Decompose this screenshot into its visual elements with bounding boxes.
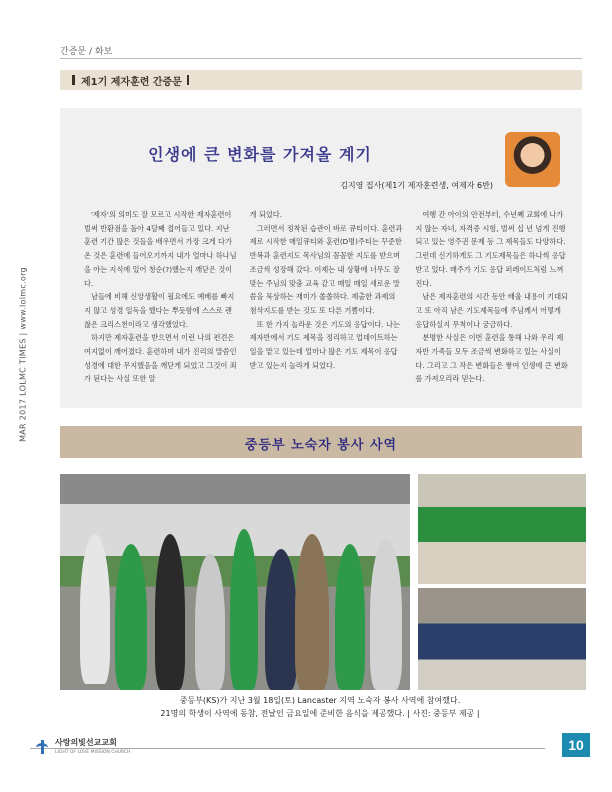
paragraph: 또 한 가지 놀라운 것은 기도의 응답이다. 나는 제자반에서 기도 제목을 정리하고 업데이트하는 일을 맡고 있는데 얼마나 많은 기도 제목이 응답받고 있는지 놀라게 되었다.	[249, 319, 400, 370]
article-column-1	[84, 208, 238, 386]
church-name-korean: 사랑의빛선교교회	[55, 738, 117, 747]
caption-line-2: 21명의 학생이 사역에 동참, 전날인 금요일에 준비한 음식을 제공했다. | 사진: 중등부 제공 |	[160, 709, 480, 718]
page-number-badge: 10	[562, 733, 590, 757]
church-logo-text	[55, 737, 130, 755]
photo-figure	[115, 544, 147, 690]
church-logo	[35, 737, 185, 767]
paragraph: 게 되었다.	[249, 210, 283, 219]
section-heading-bar	[60, 70, 582, 90]
paragraph: 하지만 제자훈련을 받으면서 이런 나의 편견은 여지없이 깨어졌다. 훈련하며 내가 진리의 말씀인 성경에 대한 무지했음을 깨닫게 되었고 그것이 죄가 된다는 사실 또한 알	[84, 333, 237, 384]
photo-figure	[370, 539, 402, 690]
vertical-masthead-text: MAR 2017 LOLMC TIMES | www.lolmc.org	[18, 267, 28, 442]
author-portrait	[505, 132, 560, 187]
photo-figure	[230, 529, 258, 690]
events-title: 중등부 노숙자 봉사 사역	[244, 438, 398, 453]
photo-figure	[195, 554, 225, 690]
header-divider	[60, 58, 582, 59]
paragraph: 남들에 비해 신앙생활이 필요에도 예배를 빠지지 않고 성경 일독을 했다는 뿌듯함에 스스로 괜찮은 크리스천이라고 생각했었다.	[84, 292, 235, 329]
article-column-3	[415, 208, 569, 386]
section-label: 간증문 / 화보	[60, 47, 113, 57]
photo-figure	[295, 534, 329, 690]
group-photo	[60, 474, 410, 690]
church-name-english: LIGHT OF LOVE MISSION CHURCH	[55, 750, 131, 755]
paragraph: 그러면서 정착된 습관이 바로 큐티이다. 훈련과제로 시작한 매일큐티와 훈련(D명)주티는 꾸준한 반복과 훈련지도 목사님의 꼼꼼한 지도를 받으며 조금씩 성장해 갔다. 이제는 내 상황에 너무도 잘 맞는 주님의 맞춤 교육 같고 매일 매일 새로운 말씀을 묵상하는 재미가 쏠쏠하다. 제출한 과제의 첨삭지도를 받는 것도 또 다른 기쁨이다.	[249, 223, 403, 315]
paragraph: 분명한 사실은 이번 훈련을 통해 나와 우리 제자반 가족들 모두 조금씩 변화하고 있는 사실이다. 그리고 그 작은 변화들은 쌓여 인생에 큰 변화를 가져오리라 믿는다.	[415, 333, 568, 384]
heading-marker	[72, 75, 75, 85]
paragraph: 여행 간 아이의 안전부터, 수년째 교회에 나가지 않는 자녀, 자격증 시험, 벌써 십 년 넘게 진행되고 있는 영주권 문제 등 그 제목들도 다양하다. 그런데 신기하게도 그 기도제목들은 하나씩 응답받고 있다. 매주가 기도 응답 퍼레이드처럼 느껴진다.	[415, 210, 566, 288]
article-column-2	[250, 208, 404, 386]
section-heading: 제1기 제자훈련 간증문	[81, 76, 182, 88]
photo-caption	[120, 694, 520, 720]
article-title: 인생에 큰 변화를 가져올 계기	[148, 145, 372, 164]
paragraph: 남은 제자훈련의 시간 동안 배울 내용이 기대되고 또 아직 남은 기도제목들에 주님께서 어떻게 응답하실지 무척이나 궁금하다.	[415, 292, 568, 329]
vertical-masthead	[13, 250, 29, 460]
article-byline: 김지영 집사(제1기 제자훈련생, 여제자 6반)	[340, 181, 493, 190]
serving-photo-top	[418, 474, 586, 584]
photo-figure	[265, 549, 297, 690]
photo-figure	[80, 534, 110, 684]
paragraph: '제자'의 의미도 잘 모르고 시작한 제자훈련이 벌써 반환점을 돌아 4달째 접어들고 있다. 지난 훈련 기간 많은 것들을 배우면서 가장 크게 다가온 것은 훈련에 들어오기까지 내가 얼마나 하나님을 아는 지식에 있어 청순(?)했는지 깨닫은 것이다.	[84, 210, 237, 288]
church-logo-icon	[35, 739, 51, 755]
caption-line-1: 중등부(KS)가 지난 3월 18일(토) Lancaster 지역 노숙자 봉사 사역에 참여했다.	[179, 696, 461, 705]
serving-photo-bottom	[418, 588, 586, 690]
article-body	[84, 208, 569, 386]
photo-figure	[155, 534, 185, 690]
photo-figure	[335, 544, 365, 690]
heading-marker-end	[187, 75, 189, 85]
